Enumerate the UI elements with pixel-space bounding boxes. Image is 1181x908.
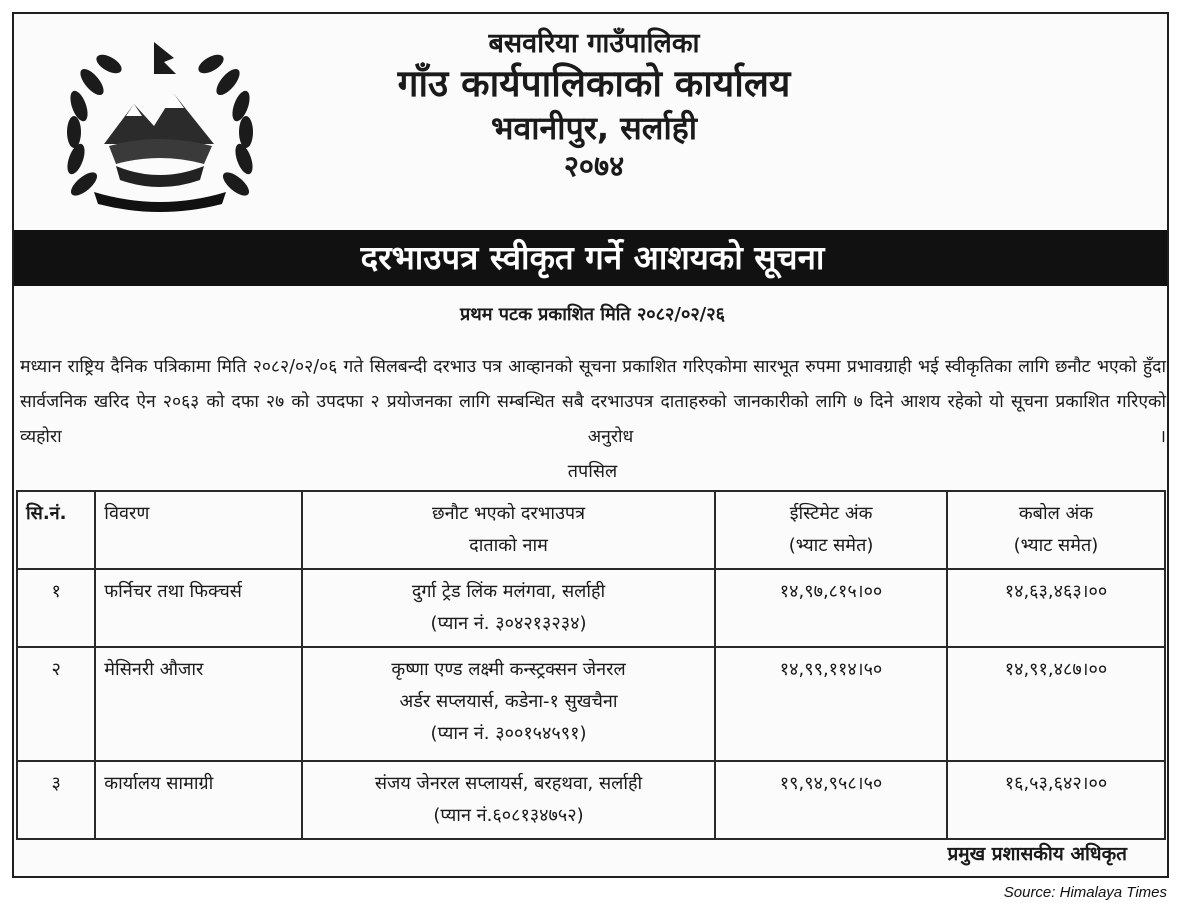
header-description: विवरण <box>95 491 302 569</box>
row-description: मेसिनरी औजार <box>95 647 302 761</box>
row-sn: १ <box>17 569 95 647</box>
row-estimate: १४,९९,११४।५० <box>715 647 947 761</box>
row-accepted: १४,६३,४६३।०० <box>947 569 1165 647</box>
nepal-emblem-icon <box>54 34 266 214</box>
row-bidder-line1: संजय जेनरल सप्लायर्स, बरहथवा, सर्लाही <box>374 773 643 794</box>
row-bidder-line2: (प्यान नं. ३०४२१३२३४) <box>430 613 587 634</box>
row-accepted: १४,९१,४८७।०० <box>947 647 1165 761</box>
table-header-row <box>17 491 1165 569</box>
office-name: गाँउ कार्यपालिकाको कार्यालय <box>397 62 791 106</box>
row-bidder-line1: कृष्णा एण्ड लक्ष्मी कन्स्ट्रक्सन जेनरल <box>391 659 626 680</box>
row-estimate: १४,९७,८१५।०० <box>715 569 947 647</box>
bid-details-table <box>16 490 1166 840</box>
row-sn: २ <box>17 647 95 761</box>
header-accepted-line1: कबोल अंक <box>1018 503 1094 524</box>
table-row <box>17 647 1165 761</box>
office-location: भवानीपुर, सर्लाही <box>490 108 698 147</box>
notice <box>12 12 1169 878</box>
header-estimate <box>715 491 947 569</box>
row-bidder-line2: अर्डर सप्लयार्स, कडेना-१ सुखचैना <box>399 691 618 712</box>
header-accepted <box>947 491 1165 569</box>
header-year: २०७४ <box>563 149 625 184</box>
first-published-date: प्रथम पटक प्रकाशित मिति २०८२/०२/२६ <box>460 304 725 325</box>
row-bidder-line3: (प्यान नं. ३००१५४५९१) <box>430 723 587 744</box>
row-bidder <box>302 569 715 647</box>
table-row <box>17 761 1165 839</box>
header-bidder-line1: छनौट भएको दरभाउपत्र <box>431 503 586 524</box>
municipality-name: बसवरिया गाउँपालिका <box>488 28 700 59</box>
header-estimate-line1: ईस्टिमेट अंक <box>789 503 873 524</box>
header-bidder-line2: दाताको नाम <box>469 535 548 556</box>
row-bidder-line2: (प्यान नं.६०८१३४७५२) <box>433 805 584 826</box>
header-sn: सि.नं. <box>17 491 95 569</box>
signatory-title: प्रमुख प्रशासकीय अधिकृत <box>947 843 1127 865</box>
notice-title: दरभाउपत्र स्वीकृत गर्ने आशयको सूचना <box>14 230 1169 286</box>
row-bidder <box>302 647 715 761</box>
header-accepted-line2: (भ्याट समेत) <box>1013 535 1099 556</box>
row-description: फर्निचर तथा फिक्चर्स <box>95 569 302 647</box>
row-bidder <box>302 761 715 839</box>
row-estimate: १९,९४,९५८।५० <box>715 761 947 839</box>
source-credit: Source: Himalaya Times <box>1003 884 1167 901</box>
row-description: कार्यालय सामाग्री <box>95 761 302 839</box>
header-estimate-line2: (भ्याट समेत) <box>788 535 874 556</box>
header-bidder <box>302 491 715 569</box>
table-row <box>17 569 1165 647</box>
notice-body: मध्यान राष्ट्रिय दैनिक पत्रिकामा मिति २०८२/०२/०६ गते सिलबन्दी दरभाउ पत्र आव्हानको सूचना प्रकाशित गरिएकोमा सारभूत रुपमा प्रभावग्राही भई स्वीकृतिका लागि छनौट भएको हुँदा सार्वजनिक खरिद ऐन २०६३ को दफा २७ को उपदफा २ प्रयोजनका लागि सम्बन्धित सबै दरभाउपत्र दाताहरुको जानकारीको लागि ७ दिने आशय रहेको यो सूचना प्रकाशित गरिएको व्यहोरा अनुरोध । <box>20 357 1166 447</box>
row-accepted: १६,५३,६४२।०० <box>947 761 1165 839</box>
row-bidder-line1: दुर्गा ट्रेड लिंक मलंगवा, सर्लाही <box>411 581 606 602</box>
row-sn: ३ <box>17 761 95 839</box>
schedule-label: तपसिल <box>567 461 618 482</box>
